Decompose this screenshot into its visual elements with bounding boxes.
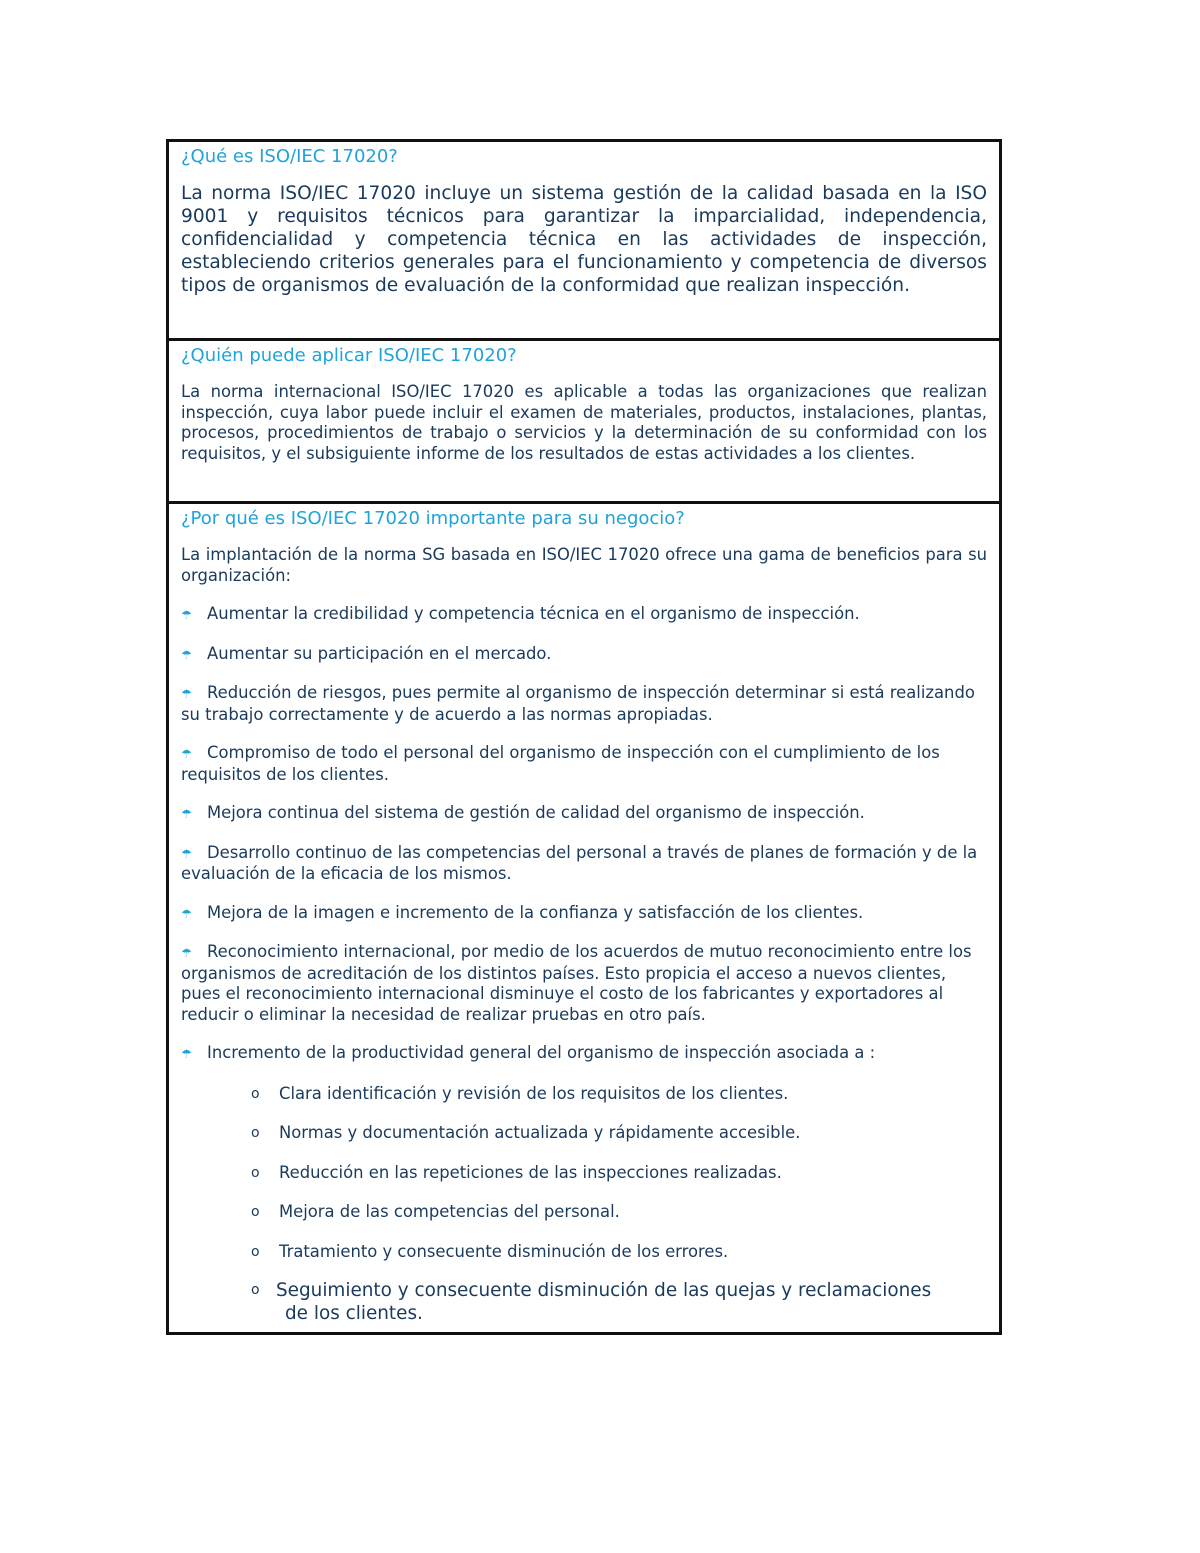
- section-who-can-apply: [169, 338, 999, 502]
- benefit-item: ☂ Compromiso de todo el personal del organismo de inspección con el cumplimiento de los requisitos de los clientes.: [181, 743, 940, 784]
- info-table: [166, 139, 1002, 1335]
- umbrella-bullet-icon: ☂: [181, 906, 192, 921]
- answer-what-is: La norma ISO/IEC 17020 incluye un sistema gestión de la calidad basada en la ISO 9001 y requisitos técnicos para garantizar la imparcialidad, independencia, confidencialidad y competencia técnica en las actividades de inspección, estableciendo criterios generales para el funcionamiento y competencia de diversos tipos de organismos de evaluación de la conformidad que realizan inspección.: [181, 183, 987, 296]
- sub-item: o Mejora de las competencias del personal.: [251, 1202, 620, 1221]
- circle-bullet-icon: o: [251, 1085, 260, 1102]
- circle-bullet-icon: o: [251, 1125, 260, 1141]
- benefit-item: ☂ Mejora de la imagen e incremento de la confianza y satisfacción de los clientes.: [181, 903, 987, 925]
- sub-item: o Reducción en las repeticiones de las inspecciones realizadas.: [251, 1162, 782, 1182]
- benefit-item: ☂ Reducción de riesgos, pues permite al organismo de inspección determinar si está realizando su trabajo correctamente y de acuerdo a las normas apropiadas.: [181, 683, 975, 724]
- benefit-item: ☂ Desarrollo continuo de las competencias del personal a través de planes de formación y de la evaluación de la eficacia de los mismos.: [181, 842, 978, 883]
- circle-bullet-icon: o: [251, 1204, 260, 1220]
- benefit-item: ☂ Aumentar la credibilidad y competencia técnica en el organismo de inspección.: [181, 604, 987, 626]
- benefit-item: ☂ Reconocimiento internacional, por medio de los acuerdos de mutuo reconocimiento entre los organismos de acreditación de los distintos países. Esto propicia el acceso a nuevos clientes, pues el reconocimiento internacional disminuye el costo de los fabricantes y exportadores al reducir o eliminar la necesidad de realizar pruebas en otro país.: [181, 942, 972, 1024]
- umbrella-bullet-icon: ☂: [181, 687, 192, 701]
- benefits-list: [181, 604, 987, 1065]
- circle-bullet-icon: o: [251, 1164, 260, 1181]
- section-what-is: [169, 142, 999, 340]
- question-who-can-apply: ¿Quién puede aplicar ISO/IEC 17020?: [181, 345, 517, 366]
- circle-bullet-icon: o: [251, 1243, 260, 1260]
- benefit-item: ☂ Aumentar su participación en el mercado.: [181, 644, 987, 666]
- umbrella-bullet-icon: ☂: [181, 846, 192, 861]
- benefit-item: ☂ Incremento de la productividad general del organismo de inspección asociada a :: [181, 1043, 987, 1065]
- section-why-important: [169, 501, 999, 1332]
- sub-item: o Seguimiento y consecuente disminución de las quejas y reclamaciones de los clientes.: [251, 1280, 932, 1324]
- umbrella-bullet-icon: ☂: [181, 807, 192, 821]
- umbrella-bullet-icon: ☂: [181, 1047, 192, 1061]
- answer-who-can-apply: La norma internacional ISO/IEC 17020 es aplicable a todas las organizaciones que realizan inspección, cuya labor puede incluir el examen de materiales, productos, instalaciones, plantas, procesos, procedimientos de trabajo o servicios y la determinación de su conformidad con los requisitos, y el subsiguiente informe de los resultados de estas actividades a los clientes.: [181, 382, 987, 463]
- umbrella-bullet-icon: ☂: [181, 946, 192, 960]
- circle-bullet-icon: o: [251, 1282, 260, 1298]
- sub-item: o Normas y documentación actualizada y rápidamente accesible.: [251, 1123, 801, 1142]
- question-what-is: ¿Qué es ISO/IEC 17020?: [181, 146, 398, 167]
- sub-item: o Clara identificación y revisión de los requisitos de los clientes.: [251, 1083, 789, 1103]
- benefit-item: ☂ Mejora continua del sistema de gestión de calidad del organismo de inspección.: [181, 803, 987, 825]
- question-why-important: ¿Por qué es ISO/IEC 17020 importante para su negocio?: [181, 508, 685, 529]
- sub-item: o Tratamiento y consecuente disminución de los errores.: [251, 1241, 729, 1261]
- umbrella-bullet-icon: ☂: [181, 747, 192, 761]
- benefits-intro: La implantación de la norma SG basada en ISO/IEC 17020 ofrece una gama de beneficios para su organización:: [181, 545, 987, 585]
- umbrella-bullet-icon: ☂: [181, 647, 192, 662]
- productivity-sublist: [181, 1084, 987, 1326]
- umbrella-bullet-icon: ☂: [181, 608, 192, 622]
